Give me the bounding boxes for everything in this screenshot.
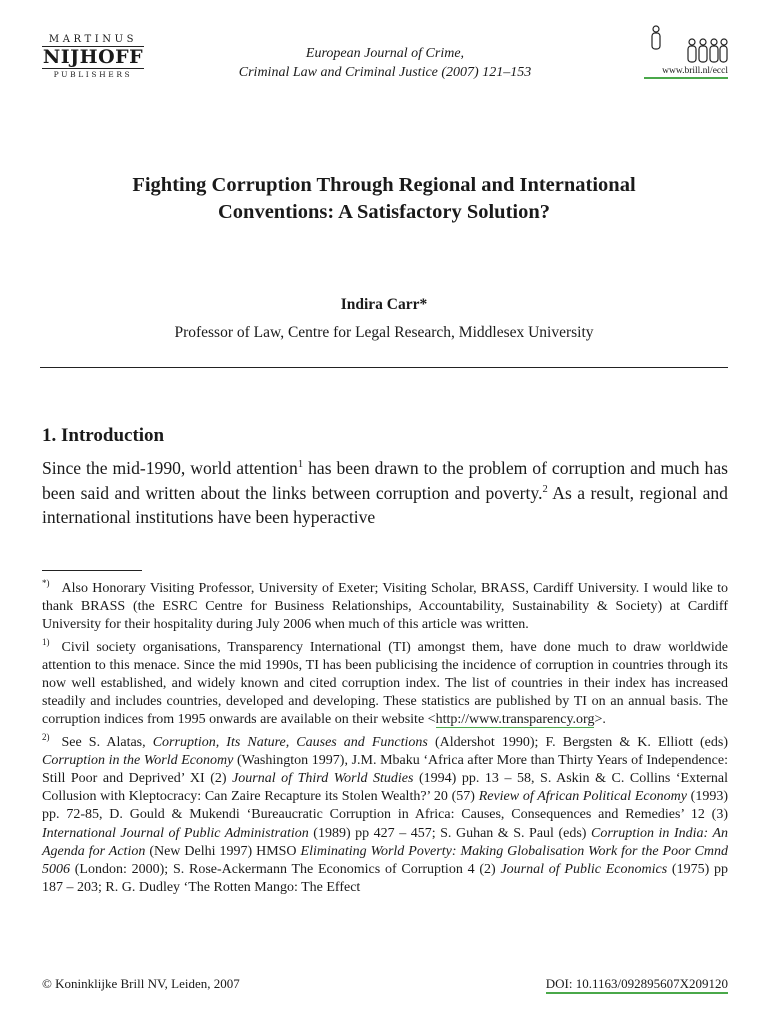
footnote-mark: 1): [42, 636, 50, 647]
citation-title: Corruption in the World Economy: [42, 752, 234, 768]
header-divider: [40, 367, 728, 368]
footnote-star: [42, 580, 728, 635]
footnote-text: Also Honorary Visiting Professor, University of Exeter; Visiting Scholar, BRASS, Cardiff University. I would like to thank BRASS (the ESRC Centre for Business Relationships, Accountability, Sustainability & Society) at Cardiff University for their hospitality during July 2006 when much of this article was written.: [42, 581, 728, 633]
citation-title: Journal of Third World Studies: [232, 771, 414, 787]
footnote-text: See S. Alatas,: [61, 734, 153, 750]
journal-header: [190, 44, 580, 82]
footnote-text: (1993) pp. 72-85, D. Gould & Mukendi ‘Bureaucratic Corruption in Africa: Causes, Consequences and Remedies’ 12 (3): [42, 789, 729, 823]
footnote-text: (Washington 1997), J.M. Mbaku ‘Africa after More than Thirty Years of Independence: Still Poor and Deprived’ XI (2): [42, 752, 729, 787]
footnote-text: (1989) pp 427 – 457; S. Guhan & S. Paul (eds): [308, 825, 591, 841]
footnote-ref-2[interactable]: 2: [542, 483, 548, 495]
footnote-text: (London: 2000); S. Rose-Ackermann The Economics of Corruption 4 (2): [70, 862, 501, 878]
author-affiliation: Professor of Law, Centre for Legal Research, Middlesex University: [174, 324, 594, 341]
citation-title: Corruption, Its Nature, Causes and Functions: [152, 734, 428, 750]
journal-citation: Criminal Law and Criminal Justice (2007) 121–153: [238, 65, 532, 80]
footnote-text: (1975) pp 187 – 203; R. G. Dudley ‘The Rotten Mango: The Effect: [42, 862, 728, 896]
transparency-link[interactable]: http://www.transparency.org: [435, 712, 595, 728]
section-heading: 1. Introduction: [42, 425, 165, 446]
footnote-2: [42, 731, 729, 898]
text-run: has been drawn to the problem of corruption and much has been said and written about the links between corruption and poverty.: [42, 458, 728, 503]
footnote-1: [42, 636, 728, 730]
publisher-logo: [42, 34, 144, 80]
author-name: Indira Carr*: [340, 296, 428, 313]
title-line-2: Conventions: A Satisfactory Solution?: [217, 201, 551, 223]
footnote-text: (Aldershot 1990); F. Bergsten & K. Elliott (eds): [427, 734, 729, 750]
doi-link[interactable]: DOI: 10.1163/092895607X209120: [546, 976, 728, 994]
citation-title: Review of African Political Economy: [478, 789, 687, 805]
footnotes: [42, 580, 728, 901]
logo-line-3: PUBLISHERS: [53, 70, 133, 79]
footnote-text: Civil society organisations, Transparency International (TI) amongst them, have done much to draw worldwide attention to this menace. Since the mid 1990s, TI has been publicising the incidence of corruption in countries through its now well established, and widely known and cited corruption index. The list of countries in their index has increased steadily and includes countries, developed and developing. These statistics are published by TI on an annual basis. The corruption indices from 1995 onwards are available on their website <: [42, 639, 728, 728]
brill-people-icon: [644, 24, 728, 68]
footnote-divider: [42, 570, 142, 571]
journal-name: European Journal of Crime,: [305, 46, 465, 61]
footnote-mark: *): [42, 578, 50, 589]
footnote-ref-1[interactable]: 1: [297, 459, 304, 471]
title-line-1: Fighting Corruption Through Regional and International: [132, 174, 636, 196]
logo-line-1: MARTINUS: [48, 34, 138, 45]
logo-line-2: NIJHOFF: [42, 46, 144, 68]
citation-title: Eliminating World Poverty: Making Globalisation Work for the Poor Cmnd 5006: [42, 843, 728, 878]
citation-title: Journal of Public Economics: [500, 862, 668, 878]
body-text: [42, 456, 728, 530]
text-run: Since the mid-1990, world attention: [42, 458, 298, 478]
footnote-mark: 2): [42, 731, 50, 742]
citation-title: Corruption in India: An Agenda for Action: [42, 825, 728, 859]
article-title: [40, 172, 728, 226]
footnote-text: (1994) pp. 13 – 58, S. Askin & C. Collins ‘External Collusion with Kleptocracy: Can Zaire Recapture its Stolen Wealth?’ 20 (57): [42, 771, 728, 805]
text-run: As a result, regional and international institutions have been hyperactive: [42, 482, 728, 527]
intro-paragraph: [42, 456, 728, 530]
citation-title: International Journal of Public Administration: [42, 825, 309, 841]
footnote-text: >.: [594, 712, 606, 728]
copyright-notice: © Koninklijke Brill NV, Leiden, 2007: [42, 976, 240, 991]
footnote-text: (New Delhi 1997) HMSO: [145, 843, 301, 859]
brill-url-link[interactable]: www.brill.nl/eccl: [644, 66, 728, 79]
